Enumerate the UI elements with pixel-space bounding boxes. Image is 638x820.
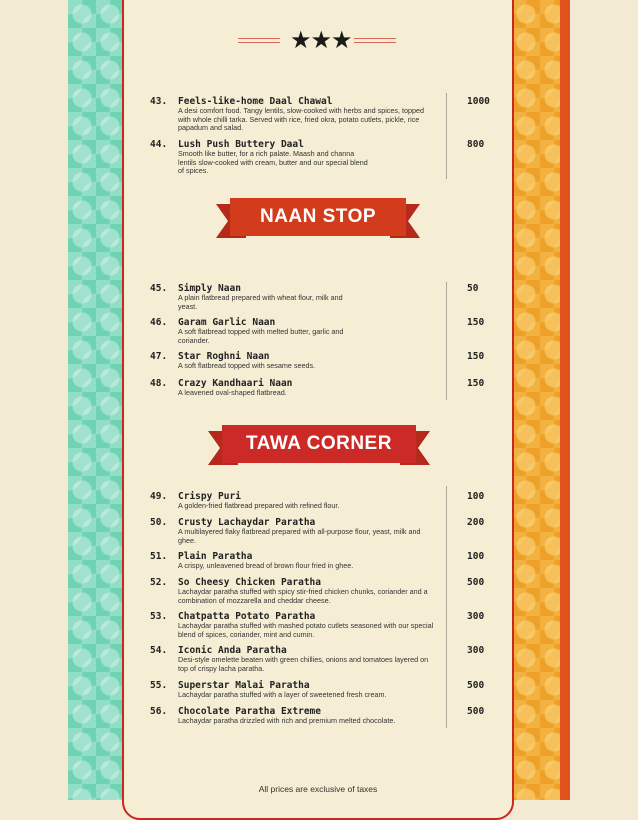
item-name: Crispy Puri (178, 491, 241, 502)
item-description: A multilayered flaky flatbread prepared with all-purpose flour, yeast, milk and ghee. (178, 527, 421, 545)
price-note: All prices are exclusive of taxes (258, 784, 378, 794)
item-description: A soft flatbread topped with melted butter, garlic and coriander. (178, 327, 344, 345)
item-price: 800 (467, 139, 485, 150)
item-name: Iconic Anda Paratha (178, 645, 287, 656)
section-banner-tawa-corner (208, 425, 430, 469)
item-number: 45. (150, 283, 168, 294)
item-description: Smooth like butter, for a rich palate. Maash and channa lentils slow-cooked with cream, butter and our special blend of spices. (178, 149, 368, 176)
item-price: 50 (467, 283, 479, 294)
item-description: A crispy, unleavened bread of brown flour fried in ghee. (178, 561, 354, 570)
item-name: Feels-like-home Daal Chawal (178, 96, 333, 107)
section-title: TAWA CORNER (222, 425, 416, 463)
item-number: 54. (150, 645, 168, 656)
item-price: 300 (467, 645, 485, 656)
item-price: 500 (467, 706, 485, 717)
item-number: 43. (150, 96, 168, 107)
item-price: 200 (467, 517, 485, 528)
price-divider (446, 486, 447, 728)
stars-icon: ★★★ (290, 26, 352, 54)
right-margin (570, 0, 638, 800)
item-name: Crazy Kandhaari Naan (178, 378, 293, 389)
item-price: 300 (467, 611, 485, 622)
item-price: 100 (467, 491, 485, 502)
item-price: 1000 (467, 96, 490, 107)
item-name: Simply Naan (178, 283, 241, 294)
item-number: 46. (150, 317, 168, 328)
teal-pattern-border (68, 0, 124, 800)
item-description: A golden-fried flatbread prepared with refined flour. (178, 501, 340, 510)
item-price: 100 (467, 551, 485, 562)
item-description: Desi-style omelette beaten with green chillies, onions and tomatoes layered on top of crispy lacha paratha. (178, 655, 429, 673)
item-number: 50. (150, 517, 168, 528)
item-name: Superstar Malai Paratha (178, 680, 310, 691)
item-name: So Cheesy Chicken Paratha (178, 577, 321, 588)
item-number: 53. (150, 611, 168, 622)
item-name: Chatpatta Potato Paratha (178, 611, 316, 622)
item-description: Lachaydar paratha drizzled with rich and premium melted chocolate. (178, 716, 396, 725)
item-number: 51. (150, 551, 168, 562)
item-number: 49. (150, 491, 168, 502)
item-number: 55. (150, 680, 168, 691)
item-number: 56. (150, 706, 168, 717)
item-name: Plain Paratha (178, 551, 253, 562)
price-divider (446, 282, 447, 400)
item-description: Lachaydar paratha stuffed with spicy stir-fried chicken chunks, coriander and a combination of mozzarella and cheddar cheese. (178, 587, 428, 605)
item-price: 150 (467, 351, 485, 362)
item-description: A soft flatbread topped with sesame seeds. (178, 361, 316, 370)
item-price: 150 (467, 378, 485, 389)
item-name: Chocolate Paratha Extreme (178, 706, 321, 717)
price-divider (446, 93, 447, 179)
section-banner-naan-stop (216, 198, 420, 242)
item-price: 500 (467, 680, 485, 691)
item-price: 150 (467, 317, 485, 328)
item-name: Garam Garlic Naan (178, 317, 276, 328)
star-divider (238, 26, 398, 54)
item-description: A leavened oval-shaped flatbread. (178, 388, 287, 397)
item-description: A plain flatbread prepared with wheat flour, milk and yeast. (178, 293, 343, 311)
red-edge-strip (560, 0, 570, 800)
item-name: Lush Push Buttery Daal (178, 139, 304, 150)
item-name: Star Roghni Naan (178, 351, 270, 362)
orange-pattern-border (512, 0, 560, 800)
item-name: Crusty Lachaydar Paratha (178, 517, 316, 528)
section-title: NAAN STOP (230, 198, 406, 236)
item-number: 52. (150, 577, 168, 588)
item-description: A desi comfort food. Tangy lentils, slow-cooked with herbs and spices, topped with whole chilli tarka. Served with rice, fried okra, potato cutlets, pickle, rice papadum and salad. (178, 106, 424, 133)
item-number: 44. (150, 139, 168, 150)
item-price: 500 (467, 577, 485, 588)
item-number: 47. (150, 351, 168, 362)
item-description: Lachaydar paratha stuffed with a layer of sweetened fresh cream. (178, 690, 387, 699)
item-description: Lachaydar paratha stuffed with mashed potato cutlets seasoned with our special blend of spices, coriander, mint and cumin. (178, 621, 434, 639)
item-number: 48. (150, 378, 168, 389)
